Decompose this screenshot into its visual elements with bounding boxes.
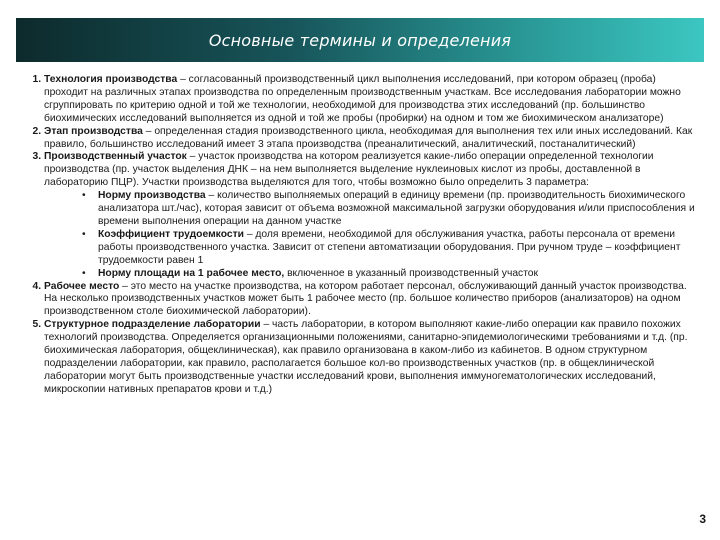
term-name: Производственный участок [44,151,187,163]
title-banner [16,18,704,62]
term-definition: – участок производства на котором реализуется какие-либо операции определенной технологии производства (пр. участок выделения ДНК – на нем выполняется выделение нуклеиновых кислот из пробы, доставленной в лабораторию ПЦР). Участки производства выделяются для того, чтобы возможно было определить 3 параметра: [44,151,654,189]
terms-list [24,74,696,397]
terms-content [24,74,696,397]
term-name: Структурное подразделение лаборатории [44,319,261,331]
term-definition: – согласованный производственный цикл выполнения исследований, при котором образец (проба) проходит на различных этапах производства по определенным производственным участкам. Все исследования лаборатории можно сгруппировать по критерию одной и той же технологии, необходимой для производства этих исследований (пр. большинство биохимических исследований выполняется из одной и той же пробы (пробирки) на одном и том же биохимическом анализаторе) [44,74,681,124]
term-definition: – часть лаборатории, в котором выполняют какие-либо операции как правило похожих технологий производства. Определяется организационными положениями, санитарно-эпидемиологическими требованиями и т.д. (пр. биохимическая лаборатория, общеклиническая), как правило организована в каком-либо из кабинетов. В одном структурном подразделении лаборатории, как правило, располагается большое кол-во производственных участков (пр. в общеклинической лаборатории могут быть производственные участки исследований крови, выполнения иммуногематологических исследований, микроскопии нативных препаратов крови и т.д.) [44,319,688,395]
term-name: Технология производства [44,74,178,85]
parameter-name: Норму производства [98,190,206,202]
parameter-definition: включенное в указанный производственный участок [284,267,539,279]
parameter-definition: – доля времени, необходимой для обслуживания участка, работы персонала от времени работы производственного участка. Зависит от степени автоматизации оборудования. При ручном труде – коэффициент трудоемкости равен 1 [98,228,681,266]
parameter-item [82,229,696,268]
parameter-item [82,268,696,281]
term-item-5 [44,319,696,396]
term-name: Этап производства [44,125,143,137]
parameter-name: Норму площади на 1 рабочее место, [98,267,285,279]
parameter-definition: – количество выполняемых операций в единицу времени (пр. производительность биохимического анализатора шт./час), которая зависит от объема возможной максимальной загрузки оборудования и/или приспособления и времени выполнения операции на данном участке [98,190,695,227]
term-definition: – это место на участке производства, на котором работает персонал, обслуживающий данный участок производства. На несколько производственных участков может быть 1 рабочее место (пр. большое количество приборов (анализаторов) на одном производственном столе биохимической лаборатории). [44,280,687,318]
term-definition: – определенная стадия производственного цикла, необходимая для выполнения тех или иных исследований. Как правило, большинство исследований имеет 3 этапа производства (преаналитический, аналитический, постаналитический) [44,125,693,150]
parameters-list [44,190,696,280]
term-name: Рабочее место [44,280,120,292]
term-item-3 [44,151,696,280]
parameter-name: Коэффициент трудоемкости [98,228,244,240]
page-number: 3 [699,512,706,526]
term-item-4 [44,281,696,320]
slide-title: Основные термины и определения [208,30,512,50]
term-item-2 [44,126,696,152]
term-item-1 [44,74,696,126]
parameter-item [82,190,696,229]
